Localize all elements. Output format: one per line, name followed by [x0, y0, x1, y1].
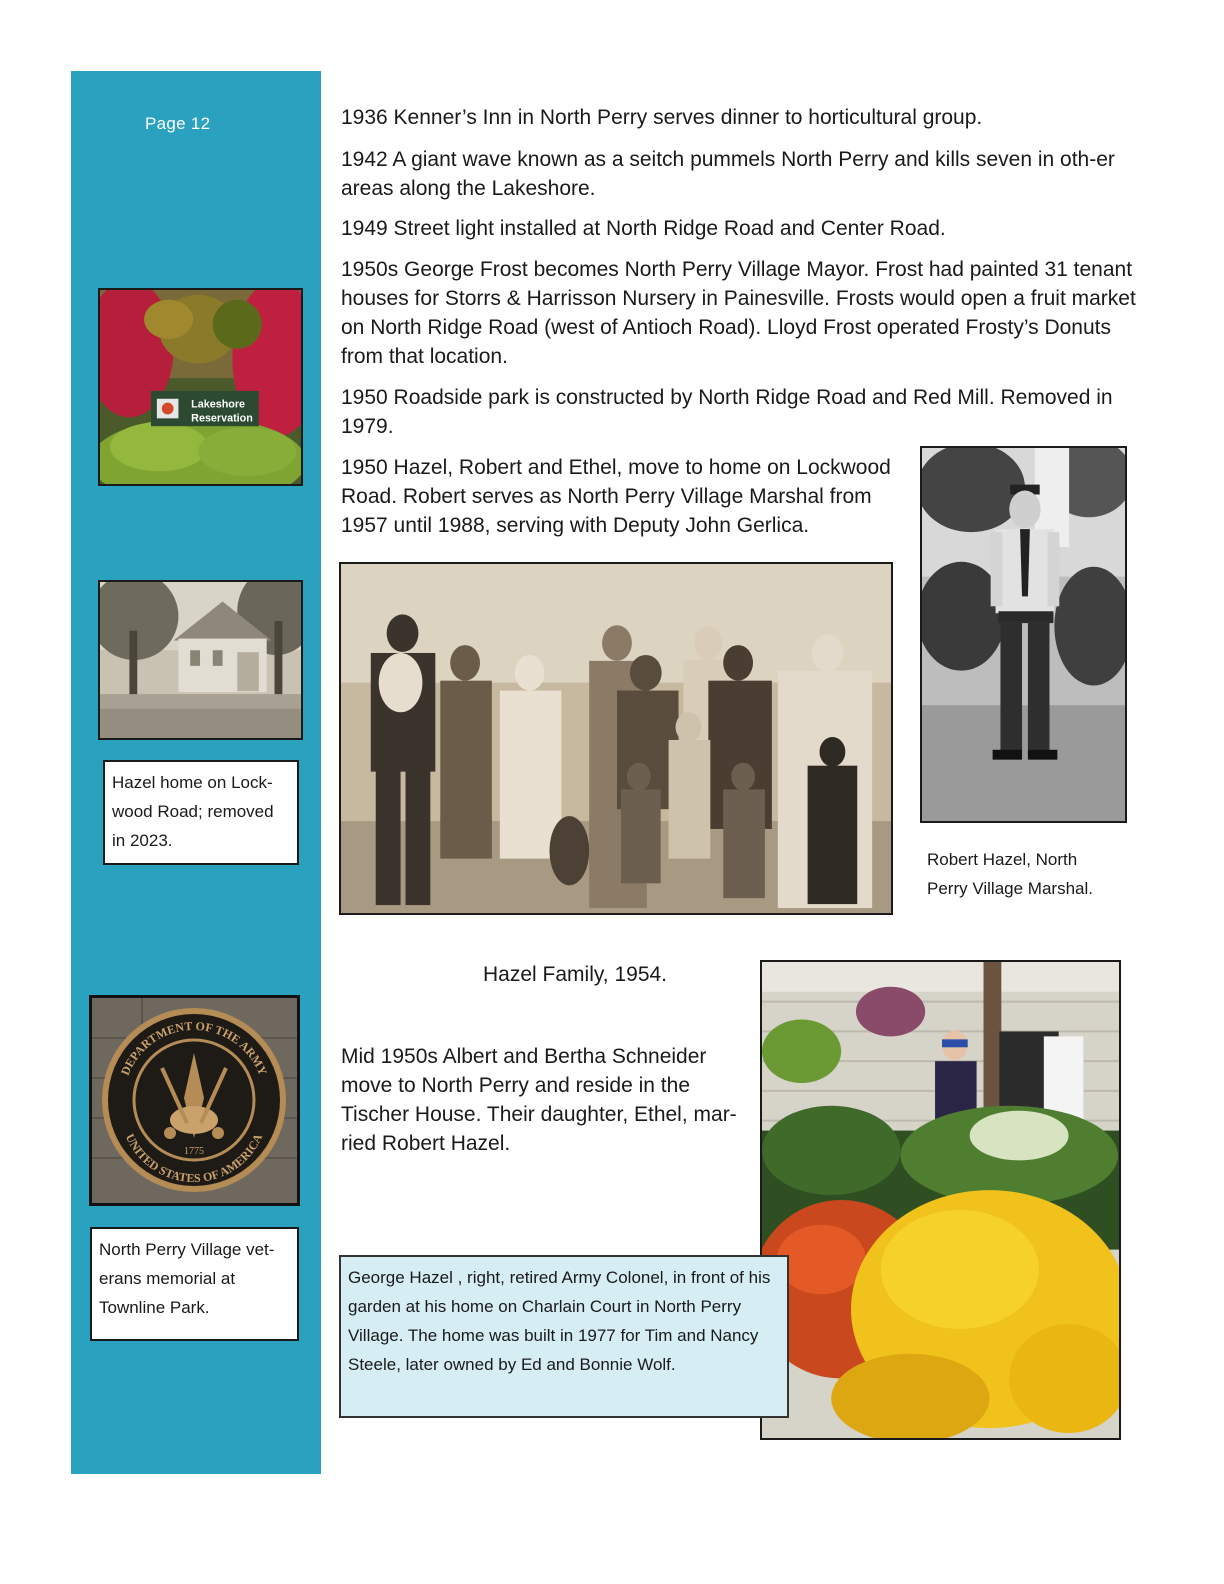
memorial-caption-text: North Perry Village vet-erans memorial at Townline Park.	[99, 1240, 275, 1317]
george-hazel-caption-text: George Hazel , right, retired Army Colonel, in front of his garden at his home on Charlain Court in North Perry Village. The home was built in 1977 for Tim and Nancy Steele, later owned by Ed and Bonnie Wolf.	[348, 1268, 771, 1374]
family-caption: Hazel Family, 1954.	[483, 963, 668, 986]
timeline-entry-mid-1950s: Mid 1950s Albert and Bertha Schneider move to North Perry and reside in the Tischer House. Their daughter, Ethel, mar-ried Robert Hazel.	[341, 1045, 737, 1155]
hazel-family-photo	[339, 562, 893, 915]
george-hazel-garden-photo	[760, 960, 1121, 1440]
page-number: Page 12	[145, 114, 211, 133]
timeline-entry-1950-park: 1950 Roadside park is constructed by North Ridge Road and Red Mill. Removed in 1979.	[341, 386, 1113, 438]
george-hazel-caption	[339, 1255, 789, 1418]
timeline-entry-1949: 1949 Street light installed at North Ridge Road and Center Road.	[341, 217, 946, 240]
seal-bottom-text: UNITED STATES OF AMERICA	[122, 1131, 266, 1186]
hazel-home-caption	[103, 760, 299, 865]
army-seal-photo	[89, 995, 300, 1206]
timeline-entry-1950-hazel: 1950 Hazel, Robert and Ethel, move to home on Lockwood Road. Robert serves as North Perry Village Marshal from 1957 until 1988, serving with Deputy John Gerlica.	[341, 456, 891, 537]
marshal-caption: Robert Hazel, North Perry Village Marshal.	[927, 850, 1093, 898]
memorial-caption	[90, 1227, 299, 1341]
hazel-home-caption-text: Hazel home on Lock-wood Road; removed in 2023.	[112, 773, 274, 850]
sign-text-line2: Reservation	[191, 412, 253, 425]
hazel-home-photo	[98, 580, 303, 740]
timeline-entry-1942: 1942 A giant wave known as a seitch pummels North Perry and kills seven in oth-er areas along the Lakeshore.	[341, 148, 1115, 200]
timeline-entry-1950s: 1950s George Frost becomes North Perry Village Mayor. Frost had painted 31 tenant houses for Storrs & Harrisson Nursery in Painesville. Frosts would open a fruit market on North Ridge Road (west of Antioch Road). Lloyd Frost operated Frosty’s Donuts from that location.	[341, 258, 1136, 368]
seal-top-text: DEPARTMENT OF THE ARMY	[117, 1018, 271, 1078]
marshal-photo	[920, 446, 1127, 823]
lakeshore-reservation-photo	[98, 288, 303, 486]
seal-year: 1775	[184, 1146, 204, 1157]
timeline-entry-1936: 1936 Kenner’s Inn in North Perry serves dinner to horticultural group.	[341, 106, 983, 129]
sign-text-line1: Lakeshore	[191, 398, 246, 411]
